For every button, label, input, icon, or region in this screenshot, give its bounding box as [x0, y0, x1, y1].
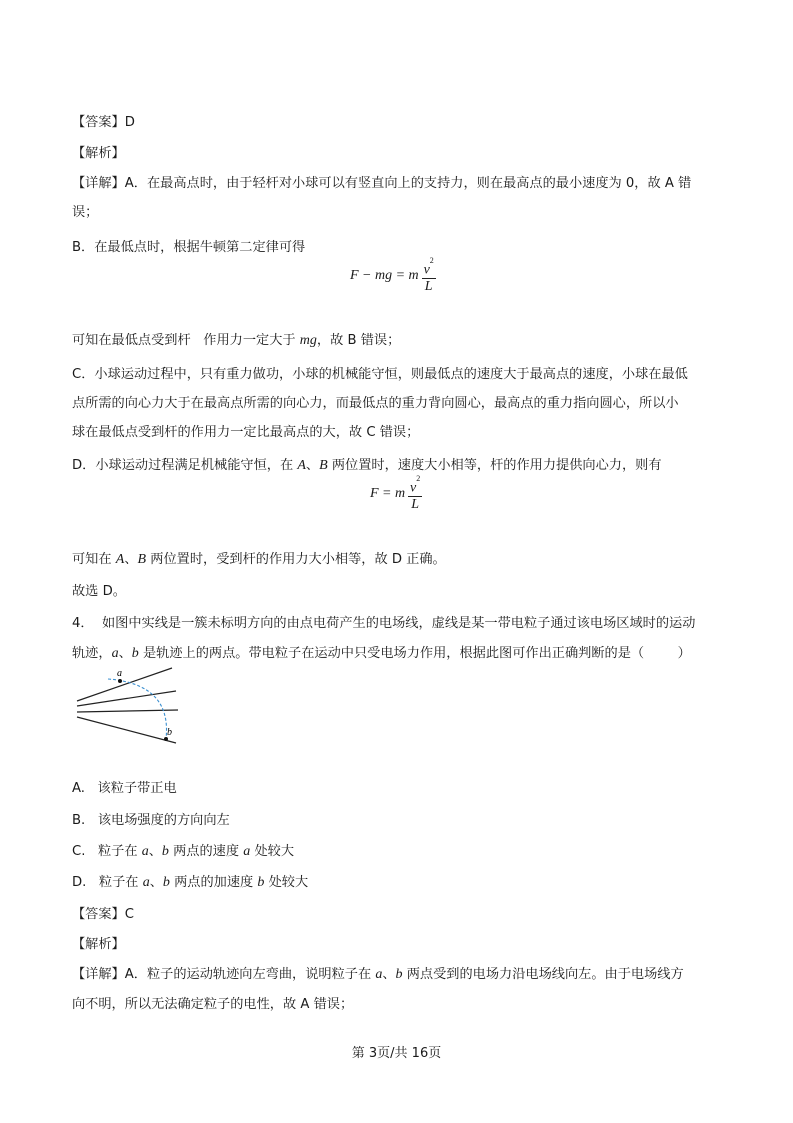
detail-c-line-2: 点所需的向心力大于在最高点所需的向心力，而最低点的重力背向圆心，最高点的重力指向圆心，所以小: [72, 396, 679, 411]
formula-lhs: F − mg = m: [350, 268, 419, 284]
answer-line-2: 【答案】C: [72, 907, 134, 922]
detail-c-line-3: 球在最低点受到杆的作用力一定比最高点的大，故 C 错误；: [72, 425, 420, 440]
analysis-heading: 【解析】: [72, 146, 125, 161]
field-line-2: [77, 691, 176, 706]
formula-lhs: F = m: [370, 486, 406, 502]
formula-newton-second-law: [350, 258, 436, 295]
formula-fraction: [422, 258, 436, 295]
formula-numerator: v: [410, 480, 417, 496]
electric-field-figure: [72, 662, 192, 744]
formula-denominator: L: [424, 278, 433, 294]
analysis-heading-2: 【解析】: [72, 937, 125, 952]
question-4-line-2: 轨迹，a、b 是轨迹上的两点。带电粒子在运动中只受电场力作用，根据此图可作出正确判断的是（ ）: [72, 646, 691, 661]
answer-line: 【答案】D: [72, 115, 135, 130]
detail2-a-line-1: 【详解】A．粒子的运动轨迹向左弯曲，说明粒子在 a、b 两点受到的电场力沿电场线向左。由于电场线方: [72, 967, 684, 982]
formula-exponent: 2: [416, 474, 421, 483]
point-a-label: a: [117, 668, 122, 679]
formula-numerator: v: [423, 262, 430, 278]
field-line-1: [77, 668, 172, 701]
point-a-dot: [118, 679, 122, 683]
detail-d-line-3: 可知在 A、B 两位置时，受到杆的作用力大小相等，故 D 正确。: [72, 552, 446, 567]
detail-d-line-1: D．小球运动过程满足机械能守恒，在 A、B 两位置时，速度大小相等，杆的作用力提供向心力，则有: [72, 458, 662, 473]
detail-b-line-3: 可知在最低点受到杆 作用力一定大于 mg，故 B 错误；: [72, 333, 401, 348]
option-a: A. 该粒子带正电: [72, 781, 177, 796]
option-c: C. 粒子在 a、b 两点的速度 a 处较大: [72, 844, 295, 859]
option-b: B. 该电场强度的方向向左: [72, 813, 230, 828]
formula-centripetal: [370, 476, 422, 513]
detail-a-line-2: 误；: [72, 205, 99, 220]
formula-exponent: 2: [429, 256, 434, 265]
point-b-label: b: [167, 727, 172, 738]
particle-trajectory: [108, 679, 167, 739]
page-footer: 第 3页/共 16页: [351, 1046, 442, 1061]
option-d: D. 粒子在 a、b 两点的加速度 b 处较大: [72, 875, 309, 890]
detail-c-line-1: C．小球运动过程中，只有重力做功，小球的机械能守恒，则最低点的速度大于最高点的速度，小球在最低: [72, 367, 688, 382]
detail-b-line-1: B．在最低点时，根据牛顿第二定律可得: [72, 240, 306, 255]
formula-denominator: L: [411, 496, 419, 512]
conclusion-line: 故选 D。: [72, 584, 126, 599]
detail-a-line-1: 【详解】A．在最高点时，由于轻杆对小球可以有竖直向上的支持力，则在最高点的最小速度为 0，故 A 错: [72, 176, 692, 191]
detail2-a-line-2: 向不明，所以无法确定粒子的电性，故 A 错误；: [72, 997, 354, 1012]
field-line-4: [77, 717, 176, 743]
question-4-line-1: 4． 如图中实线是一簇未标明方向的由点电荷产生的电场线，虚线是某一带电粒子通过该电场区域时的运动: [72, 616, 696, 631]
formula-fraction: [408, 476, 422, 513]
